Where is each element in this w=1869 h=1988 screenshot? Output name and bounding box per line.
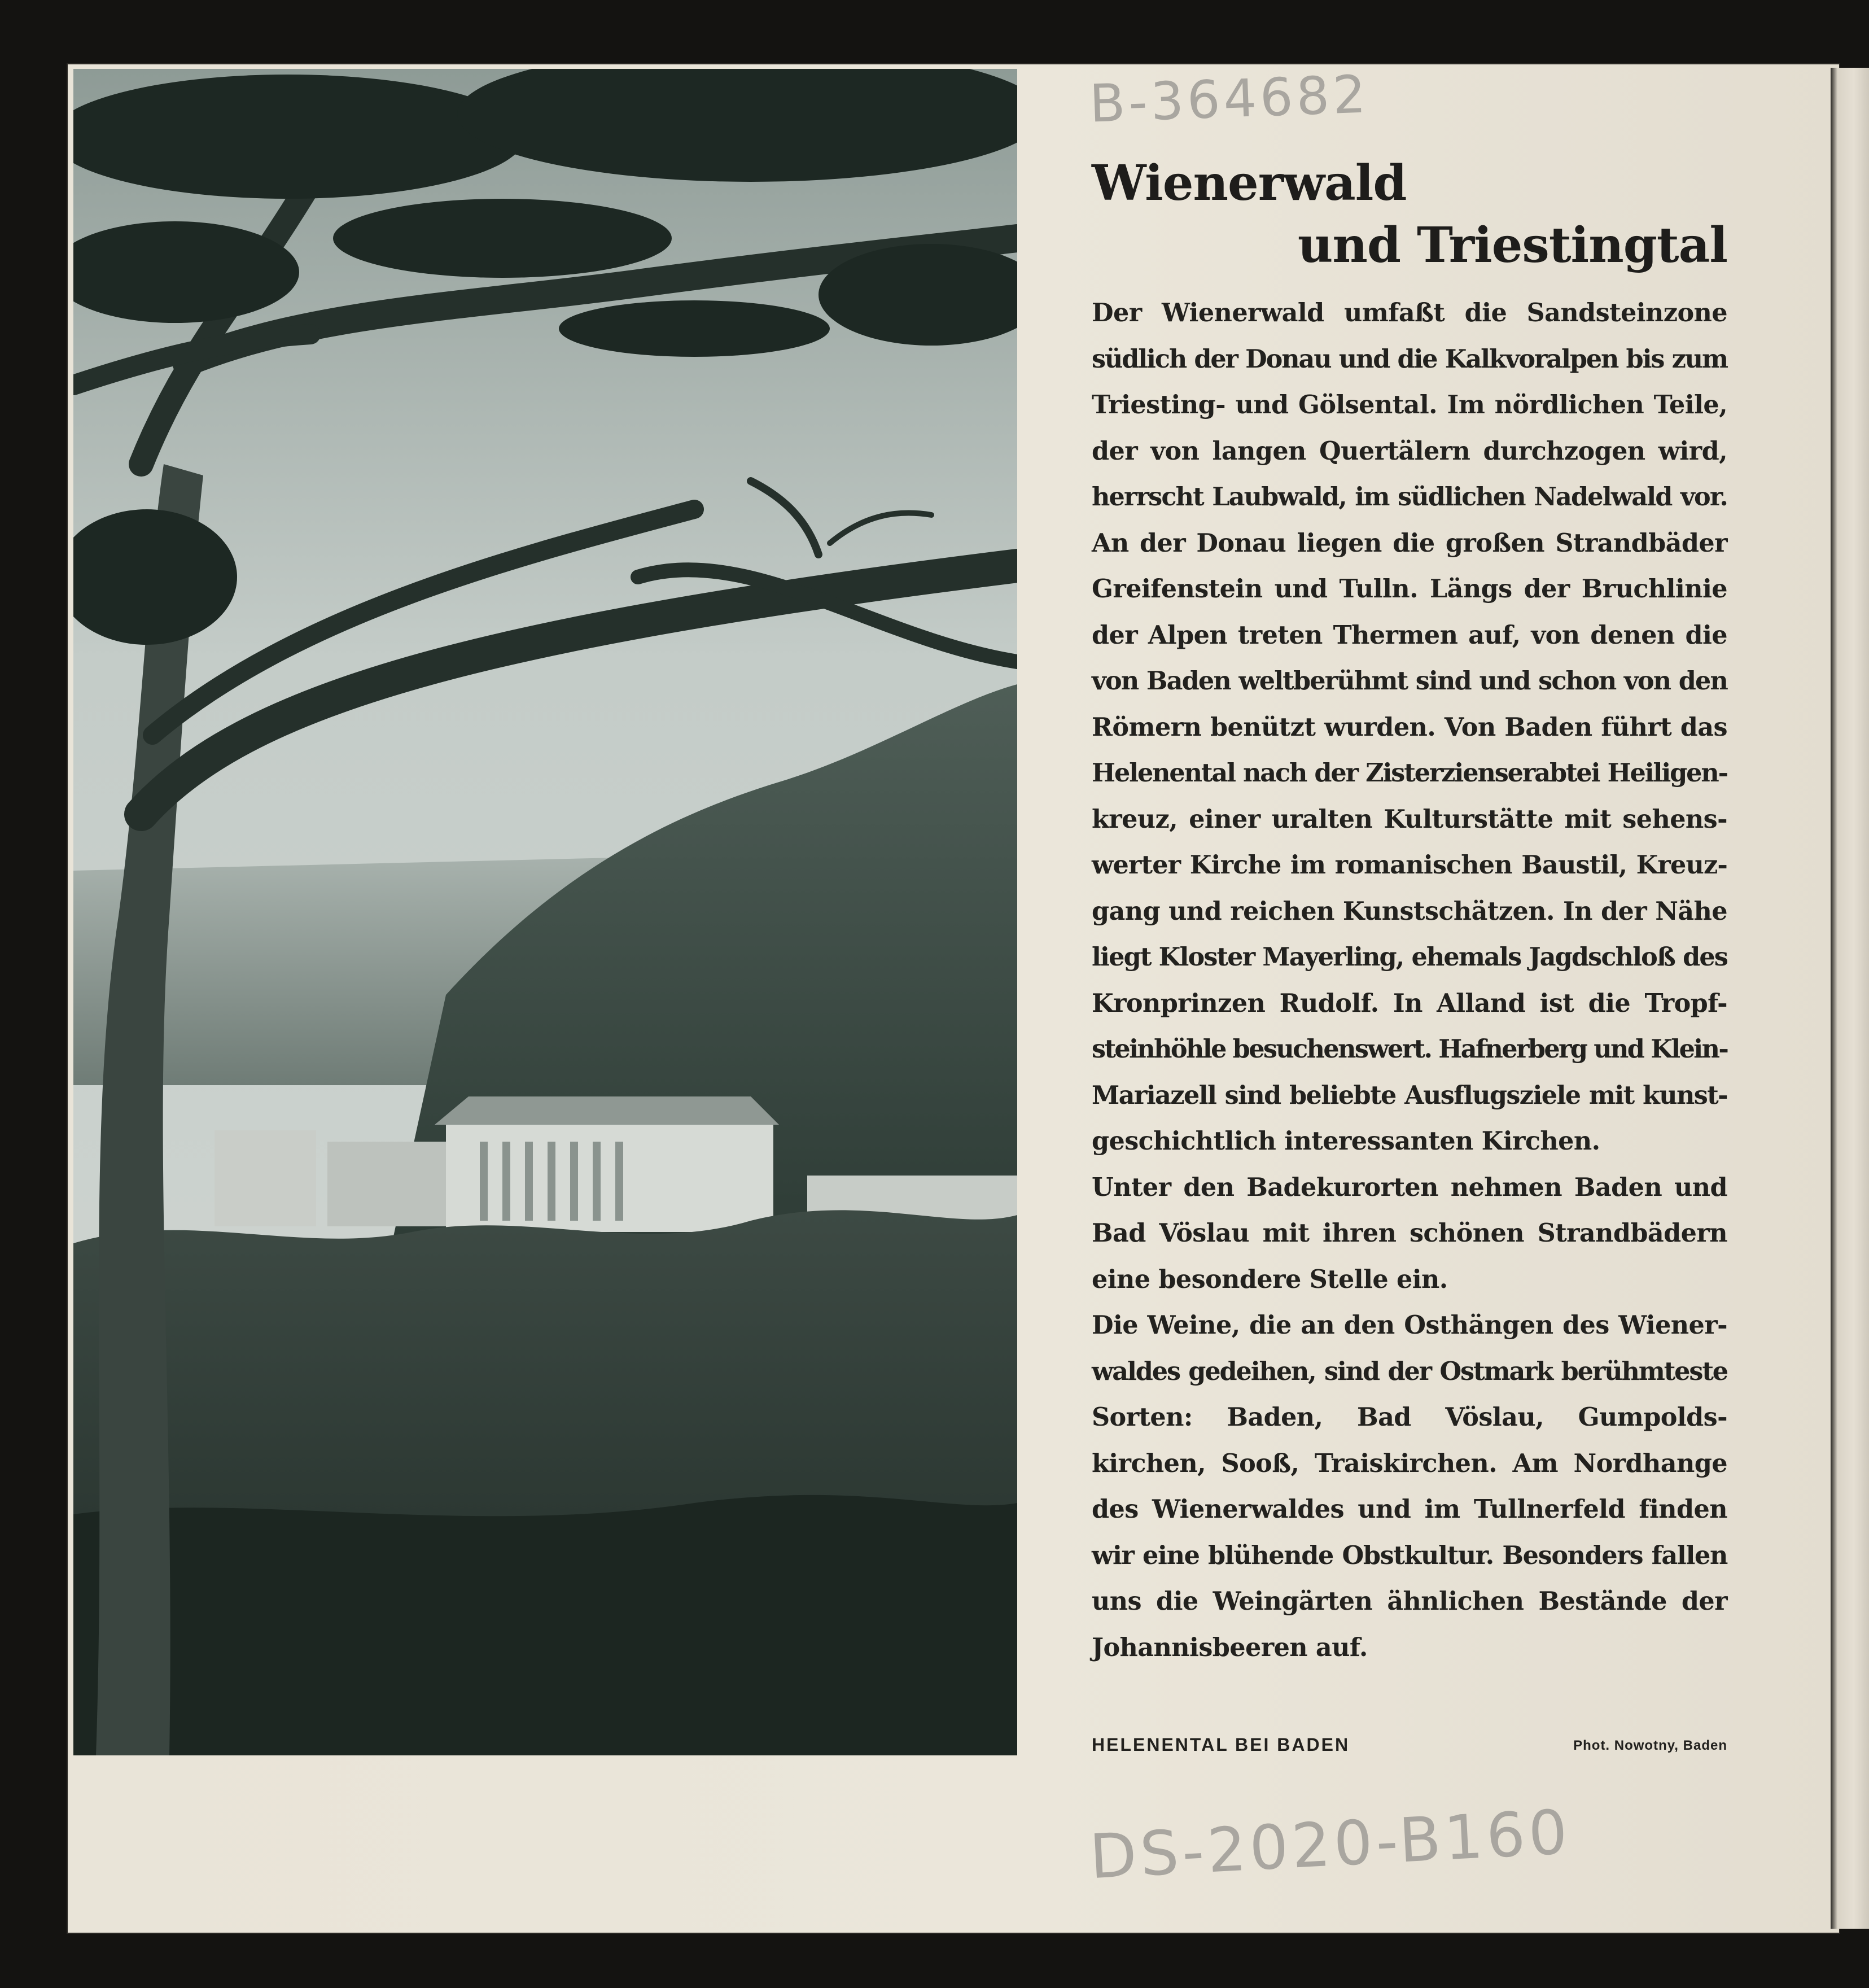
paragraph-2 (1092, 1165, 1727, 1303)
text-line: Triesting- und Gölsental. Im nördlichen Teile, (1092, 390, 1727, 420)
text-line: liegt Kloster Mayerling, ehemals Jagdschloß des (1092, 942, 1727, 972)
text-line: gang und reichen Kunstschätzen. In der Nähe (1092, 896, 1727, 926)
text-line: Die Weine, die an den Osthängen des Wiener- (1092, 1310, 1727, 1340)
text-line: herrscht Laubwald, im südlichen Nadelwald vor. (1092, 482, 1727, 512)
text-line: südlich der Donau und die Kalkvoralpen bis zum (1092, 344, 1727, 374)
title-line-2: und Triestingtal (1297, 217, 1727, 274)
text-line: Bad Vöslau mit ihren schönen Strandbädern (1092, 1218, 1727, 1248)
text-line: von Baden weltberühmt sind und schon von den (1092, 666, 1727, 696)
text-line: kreuz, einer uralten Kulturstätte mit sehens- (1092, 804, 1727, 834)
text-line: kirchen, Sooß, Traiskirchen. Am Nordhange (1092, 1448, 1727, 1478)
text-line: der von langen Quertälern durchzogen wird, (1092, 436, 1727, 466)
landscape-photo (73, 69, 1017, 1755)
text-line: Römern benützt wurden. Von Baden führt das (1092, 712, 1727, 742)
photo-credit: Phot. Nowotny, Baden (1573, 1738, 1727, 1753)
text-line: des Wienerwaldes und im Tullnerfeld finden (1092, 1495, 1727, 1524)
text-line: Helenental nach der Zisterzienserabtei Heiligen- (1092, 758, 1727, 788)
text-line: Greifenstein und Tulln. Längs der Bruchlinie (1092, 574, 1727, 604)
article-text-column (1092, 152, 1727, 1671)
adjacent-page-edge (1831, 68, 1869, 1929)
text-line: geschichtlich interessanten Kirchen. (1092, 1126, 1600, 1156)
archive-signature-top: B-364682 (1088, 64, 1371, 134)
text-line: waldes gedeihen, sind der Ostmark berühmteste (1092, 1356, 1727, 1386)
text-line: uns die Weingärten ähnlichen Bestände der (1092, 1587, 1727, 1616)
text-line: Mariazell sind beliebte Ausflugsziele mit kunst- (1092, 1080, 1727, 1110)
paragraph-1 (1092, 290, 1727, 1165)
text-line: steinhöhle besuchenswert. Hafnerberg und Klein- (1092, 1034, 1728, 1064)
text-line: werter Kirche im romanischen Baustil, Kreuz- (1092, 850, 1727, 880)
text-line: Johannisbeeren auf. (1092, 1632, 1368, 1662)
text-line: Sorten: Baden, Bad Vöslau, Gumpolds- (1092, 1402, 1727, 1432)
text-line: wir eine blühende Obstkultur. Besonders fallen (1092, 1540, 1727, 1570)
photo-caption: HELENENTAL BEI BADEN (1092, 1734, 1350, 1755)
title-line-1: Wienerwald (1092, 155, 1407, 212)
text-line: eine besondere Stelle ein. (1092, 1264, 1448, 1294)
text-line: der Alpen treten Thermen auf, von denen die (1092, 620, 1727, 650)
text-line: An der Donau liegen die großen Strandbäder (1092, 528, 1727, 558)
archive-signature-bottom: DS-2020-B160 (1088, 1797, 1573, 1893)
paragraph-3 (1092, 1303, 1727, 1671)
text-line: Kronprinzen Rudolf. In Alland ist die Tropf- (1092, 988, 1727, 1018)
text-line: Der Wienerwald umfaßt die Sandsteinzone (1092, 298, 1727, 327)
text-line: Unter den Badekurorten nehmen Baden und (1092, 1172, 1727, 1202)
